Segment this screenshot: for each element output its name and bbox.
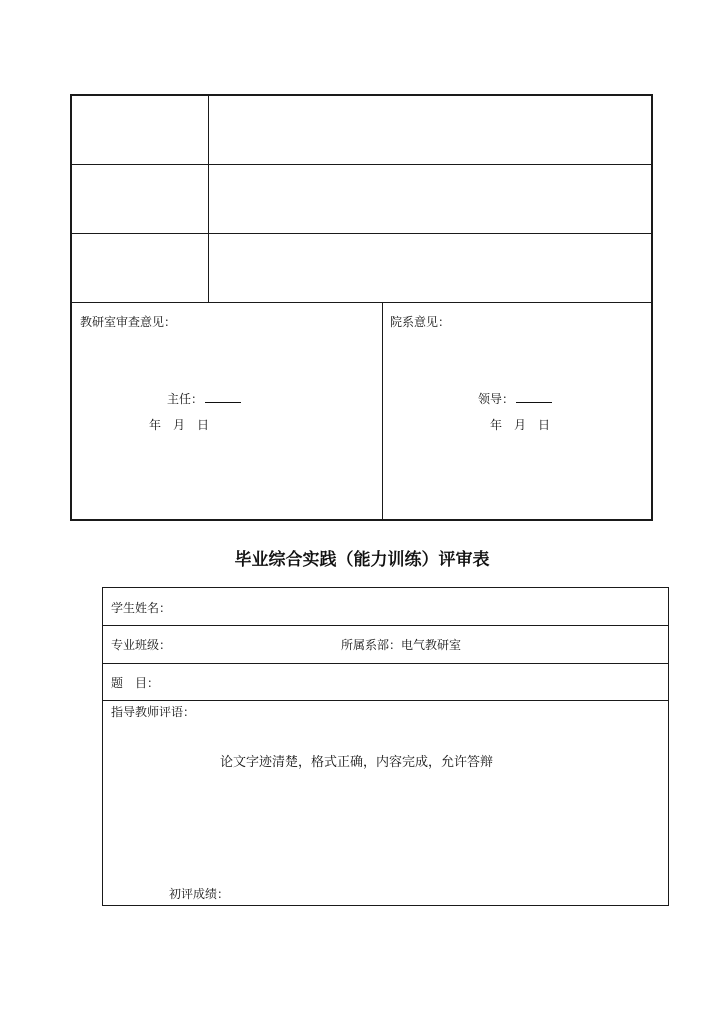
dept-director-label: 主任： [167, 392, 204, 406]
major-class-label: 专业班级： [111, 638, 172, 652]
college-review-cell [383, 303, 651, 519]
form-title: 毕业综合实践（能力训练）评审表 [234, 550, 490, 570]
blank-row-2-label-cell [72, 165, 209, 233]
blank-row-1-value-cell [209, 96, 651, 164]
college-leader-signature [478, 392, 552, 406]
blank-row-1-label-cell [72, 96, 209, 164]
topic-row [103, 664, 668, 701]
dept-review-cell [72, 303, 383, 519]
college-leader-signature-line [516, 392, 552, 403]
evaluation-form-table [102, 587, 669, 906]
blank-row-2-value-cell [209, 165, 651, 233]
department-label: 所属系部： [341, 638, 402, 652]
advisor-comment-label: 指导教师评语： [111, 705, 196, 719]
initial-grade-label: 初评成绩： [169, 887, 230, 901]
blank-row-2 [72, 165, 651, 234]
topic-label: 题 目： [111, 676, 160, 690]
dept-director-signature-line [205, 392, 241, 403]
opinion-row [72, 303, 651, 519]
dept-director-signature [167, 392, 241, 406]
student-name-label: 学生姓名： [111, 601, 172, 615]
advisor-comment-cell [103, 701, 668, 905]
blank-row-3 [72, 234, 651, 303]
blank-row-3-value-cell [209, 234, 651, 302]
college-leader-label: 领导： [478, 392, 515, 406]
department-field [341, 638, 461, 652]
college-review-label: 院系意见： [390, 315, 451, 329]
department-value: 电气教研室 [401, 638, 462, 652]
student-name-row [103, 588, 668, 626]
major-class-row [103, 626, 668, 664]
advisor-comment-text: 论文字迹清楚，格式正确，内容完成，允许答辩 [220, 755, 494, 770]
blank-row-3-label-cell [72, 234, 209, 302]
dept-review-label: 教研室审查意见： [80, 315, 177, 329]
review-table-top [70, 94, 653, 521]
college-review-date: 年 月 日 [490, 418, 551, 432]
dept-review-date: 年 月 日 [149, 418, 210, 432]
blank-row-1 [72, 96, 651, 165]
